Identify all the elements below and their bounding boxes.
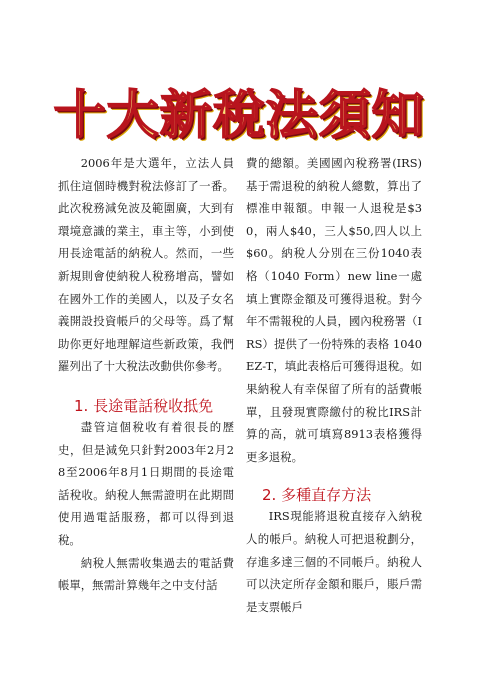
left-column [58,152,234,597]
intro-paragraph: 2006年是大選年，立法人員抓住這個時機對稅法修訂了一番。此次稅務減免波及範圍廣，大到有環境意識的業主，車主等，小到使用長途電話的納稅人。然而，一些新規則會使納稅人稅務增高，譬如在國外工作的美國人，以及子女名義開設投資帳戶的父母等。爲了幫助你更好地理解這些新政策，我們羅列出了十大稅法改動供你參考。 [58,156,234,374]
section-heading-1: 1. 長途電話稅收抵免 [74,396,214,415]
right-column [246,152,422,618]
continued-paragraph: 費的總額。美國國內稅務署(IRS)基于需退稅的納稅人總數，算出了標准申報額。申報一人退稅是$30，兩人$40，三人$50,四人以上$60。納稅人分別在三份1040表格（1040 Form）new line一處填上實際金額及可獲得退稅。對今年不需報稅的人員，國內稅務署（IRS）提供了一份特殊的表格 1040EZ-T，填此表格后可獲得退稅。如果納稅人有幸保留了所有的話費帳單，且發現實際繳付的稅比IRS計算的高，就可填寫8913表格獲得更多退稅。 [246,156,422,464]
page-title: 十大新稅法須知 [53,86,425,146]
section-1-paragraph-1: 盡管這個稅收有着很長的歷史，但是減免只針對2003年2月28至2006年8月1日期間的長途電話稅收。納稅人無需證明在此期間使用過電話服務，都可以得到退稅。 [58,419,234,547]
section-1-paragraph-2: 納稅人無需收集過去的電話費帳單，無需計算幾年之中支付話 [58,555,234,593]
section-heading-2: 2. 多種直存方法 [262,486,372,505]
section-2-paragraph-1: IRS現能將退稅直接存入納稅人的帳戶。納稅人可把退稅劃分，存進多達三個的不同帳戶。納稅人可以決定所存金額和賬戶，賬戶需是支票帳戶 [246,509,422,614]
